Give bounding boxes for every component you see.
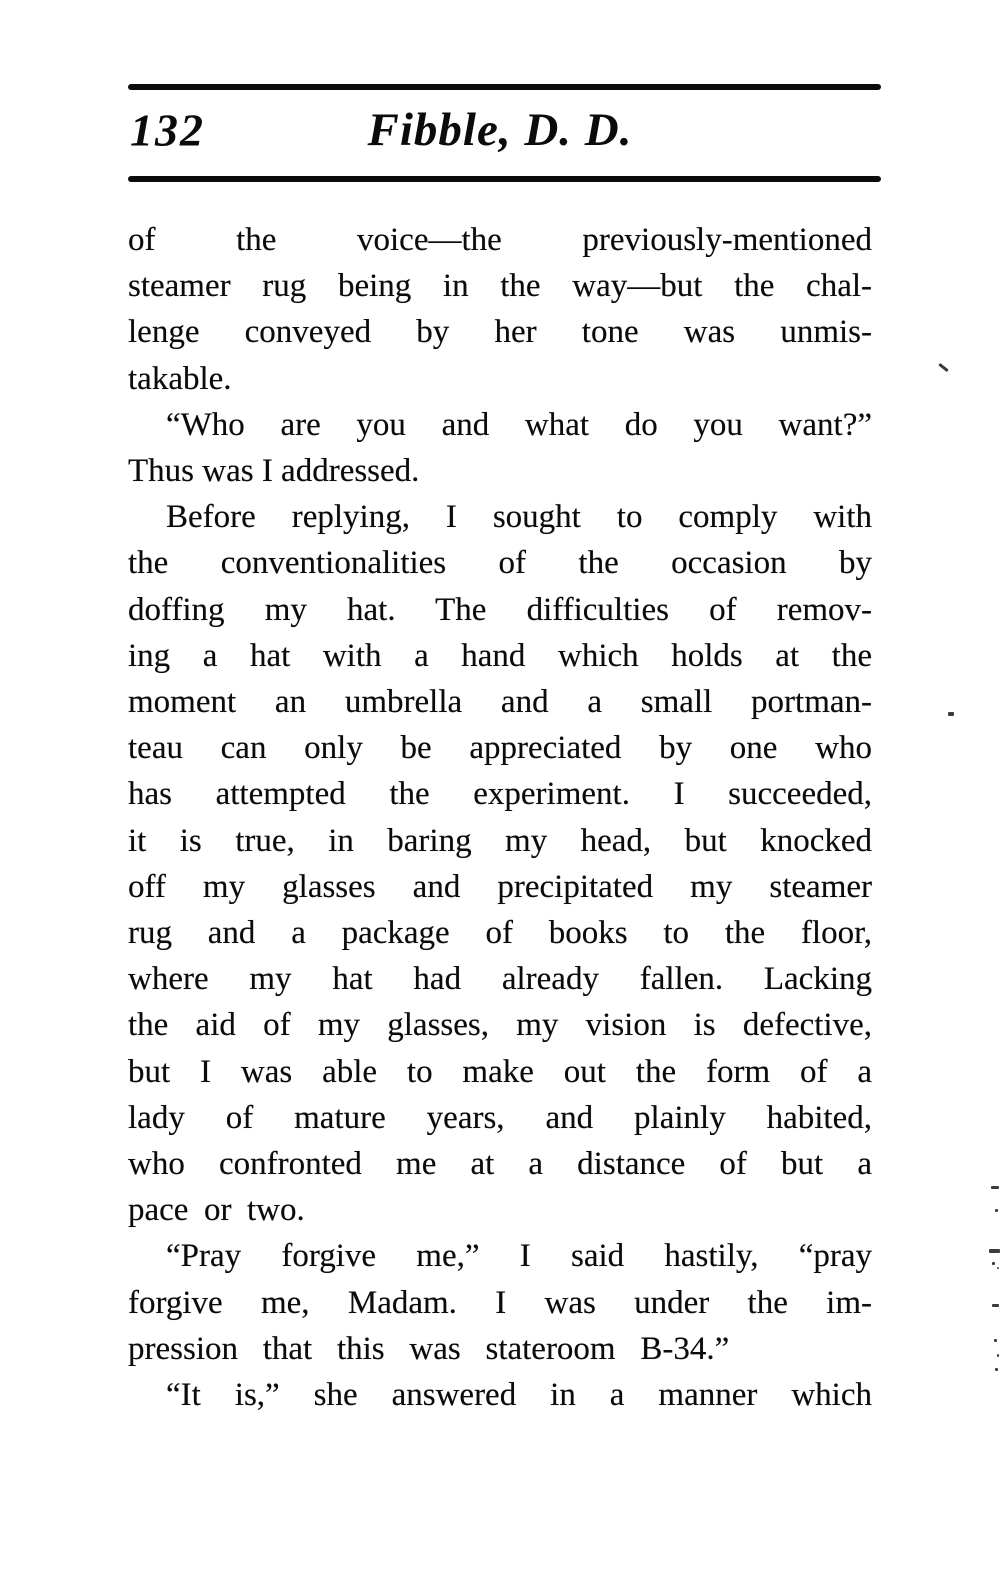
running-title: Fibble, D. D. [367, 103, 633, 156]
text-line: doffing my hat. The difficulties of remov- [128, 591, 872, 628]
text-line: where my hat had already fallen. Lacking [128, 961, 872, 998]
text-line: has attempted the experiment. I succeeded, [128, 776, 872, 813]
scan-speck [992, 1304, 999, 1307]
text-line: teau can only be appreciated by one who [128, 730, 872, 767]
text-line: “Pray forgive me,” I said hastily, “pray [166, 1238, 872, 1275]
scan-speck [989, 1249, 1000, 1253]
text-line: but I was able to make out the form of a [128, 1053, 872, 1090]
text-line: Thus was I addressed. [128, 453, 420, 490]
text-line: Before replying, I sought to comply with [166, 499, 872, 536]
scan-speck [948, 712, 954, 716]
text-line: steamer rug being in the way—but the chal- [128, 268, 872, 305]
scan-speck [994, 1339, 997, 1342]
text-line: who confronted me at a distance of but a [128, 1146, 872, 1183]
text-line: it is true, in baring my head, but knocked [128, 822, 872, 859]
text-line: lady of mature years, and plainly habited, [128, 1099, 872, 1136]
running-header [128, 90, 872, 174]
text-line: pression that this was stateroom B-34.” [128, 1330, 730, 1367]
text-line: pace or two. [128, 1192, 305, 1229]
text-line: off my glasses and precipitated my steamer [128, 868, 872, 905]
scan-speck [991, 1186, 999, 1189]
scan-speck [997, 1267, 999, 1269]
body-text-block [128, 217, 872, 1418]
scan-speck [997, 1354, 999, 1357]
text-line: “It is,” she answered in a manner which [166, 1377, 872, 1414]
text-line: the aid of my glasses, my vision is defective, [128, 1007, 872, 1044]
page-number: 132 [130, 104, 205, 156]
text-line: rug and a package of books to the floor, [128, 915, 872, 952]
text-line: of the voice—the previously-mentioned [128, 222, 872, 258]
text-line: moment an umbrella and a small portman- [128, 684, 872, 721]
scan-speck [995, 1209, 998, 1212]
text-line: forgive me, Madam. I was under the im- [128, 1284, 872, 1321]
text-line: ing a hat with a hand which holds at the [128, 637, 872, 674]
text-line: lenge conveyed by her tone was unmis- [128, 314, 872, 351]
scan-speck [995, 1368, 998, 1371]
header-rule-bottom [128, 176, 881, 182]
text-line: takable. [128, 360, 232, 397]
text-line: the conventionalities of the occasion by [128, 545, 872, 582]
scan-speck [938, 363, 949, 372]
scan-speck [992, 1262, 995, 1265]
text-line: “Who are you and what do you want?” [166, 406, 872, 443]
